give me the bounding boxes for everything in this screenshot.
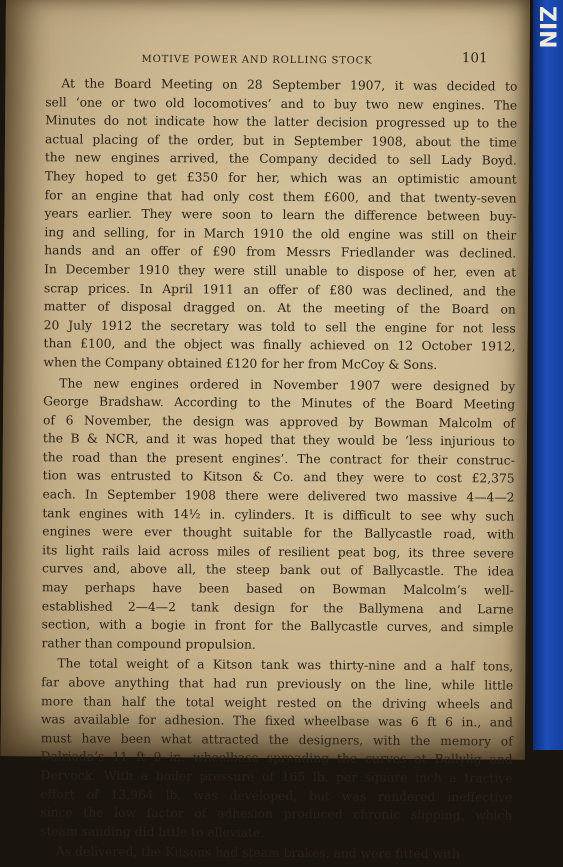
- paragraph: [41, 374, 515, 656]
- text-line: may perhaps have been based on Bowman Malcolm’s well-: [41, 580, 514, 598]
- page-number: 101: [461, 50, 488, 67]
- text-line: ing and selling, for in March 1910 the old engine was still on their: [44, 225, 517, 243]
- text-line: since the low factor of adhesion produced chronic slipping, which: [40, 805, 513, 823]
- running-title: MOTIVE POWER AND ROLLING STOCK: [141, 53, 373, 67]
- text-line: effort of 13,964 lb. was developed, but was rendered ineffective: [40, 786, 513, 805]
- text-line: each. In September 1908 there were delivered two massive 4—4—2: [42, 487, 515, 505]
- text-line: actual placing of the order, but in September 1908, about the time: [44, 132, 518, 150]
- text-line: 20 July 1912 the secretary was told to sell the engine for not less: [43, 317, 516, 336]
- page-content: [40, 46, 518, 866]
- text-line: matter of disposal dragged on. At the meeting of the Board on: [43, 299, 516, 317]
- paragraph: [40, 655, 513, 844]
- paragraph: [43, 74, 517, 375]
- text-line: Minutes do not indicate how the latter decision progressed up to the: [45, 113, 518, 131]
- body-text: [40, 74, 517, 864]
- text-line: sell ‘one or two old locomotives’ and to buy two new engines. The: [45, 94, 518, 113]
- text-line: for an engine that had only cost them £600, and that twenty-seven: [44, 187, 517, 206]
- book-cover-spine: [533, 0, 563, 750]
- text-line: hands and an offer of £90 from Messrs Friedlander was declined.: [44, 243, 517, 261]
- text-line: years earlier. They were soon to learn the difference between buy-: [44, 206, 517, 224]
- text-line: when the Company obtained £120 for her from McCoy & Sons.: [43, 355, 438, 372]
- text-line: far above anything that had run previously on the line, while little: [41, 675, 514, 693]
- text-line: was available for adhesion. The fixed wheelbase was 6 ft 6 in., and: [40, 712, 513, 730]
- text-line: more than half the total weight rested on the driving wheels and: [41, 693, 514, 712]
- text-line: They hoped to get £350 for her, which was an optimistic amount: [44, 169, 517, 187]
- text-line: George Bradshaw. According to the Minutes of the Board Meeting: [43, 394, 516, 412]
- text-line: its light rails laid across miles of resilient peat bog, its three severe: [42, 543, 515, 561]
- text-line: At the Board Meeting on 28 September 1907, it was decided to: [61, 76, 518, 94]
- text-line: engines were ever thought suitable for the Ballycastle road, with: [42, 524, 515, 542]
- text-line: Dervock. With a boiler pressure of 165 lb. per square inch a tractive: [40, 768, 513, 786]
- text-line: tion was entrusted to Kitson & Co. and they were to cost £2,375: [42, 468, 515, 487]
- text-line: In December 1910 they were still unable to dispose of her, even at: [44, 262, 517, 280]
- text-line: must have been what attracted the designers, with the memory of: [40, 731, 513, 749]
- text-line: of 6 November, the design was approved by Bowman Malcolm of: [42, 412, 516, 431]
- running-head: [45, 46, 517, 71]
- book-page: [1, 0, 530, 862]
- text-line: established 2—4—2 tank design for the Ballymena and Larne: [41, 598, 514, 617]
- text-line: section, with a bogie in front for the Ballycastle curves, and simple: [41, 617, 514, 635]
- text-line: the new engines arrived, the Company decided to sell Lady Boyd.: [44, 150, 517, 168]
- text-line: As delivered, the Kitsons had steam brakes, and were fitted with: [55, 844, 460, 862]
- text-line: scrap prices. In April 1911 an offer of £80 was declined, and the: [43, 280, 517, 299]
- text-line: tank engines with 14½ in. cylinders. It is difficult to see why such: [42, 505, 515, 524]
- paragraph: [40, 843, 512, 865]
- text-line: the road than the present engines’. The contract for their construc-: [42, 450, 515, 468]
- text-line: steam sanding did little to alleviate.: [40, 824, 265, 840]
- text-line: than £100, and the object was finally achieved on 12 October 1912,: [43, 336, 516, 354]
- text-line: curves and, above all, the steep bank out of Ballycastle. The idea: [41, 561, 515, 579]
- text-line: rather than compound propulsion.: [41, 636, 256, 652]
- text-line: The total weight of a Kitson tank was thirty-nine and a half tons,: [57, 656, 514, 674]
- spine-letters: ZIN: [534, 6, 559, 49]
- text-line: Dalriada’s 11 ft 9 in. wheelbase spreading the curves at Ballylig and: [40, 749, 513, 767]
- text-line: the B & NCR, and it was hoped that they would be ‘less injurious to: [42, 431, 515, 449]
- text-line: The new engines ordered in November 1907 were designed by: [59, 375, 516, 394]
